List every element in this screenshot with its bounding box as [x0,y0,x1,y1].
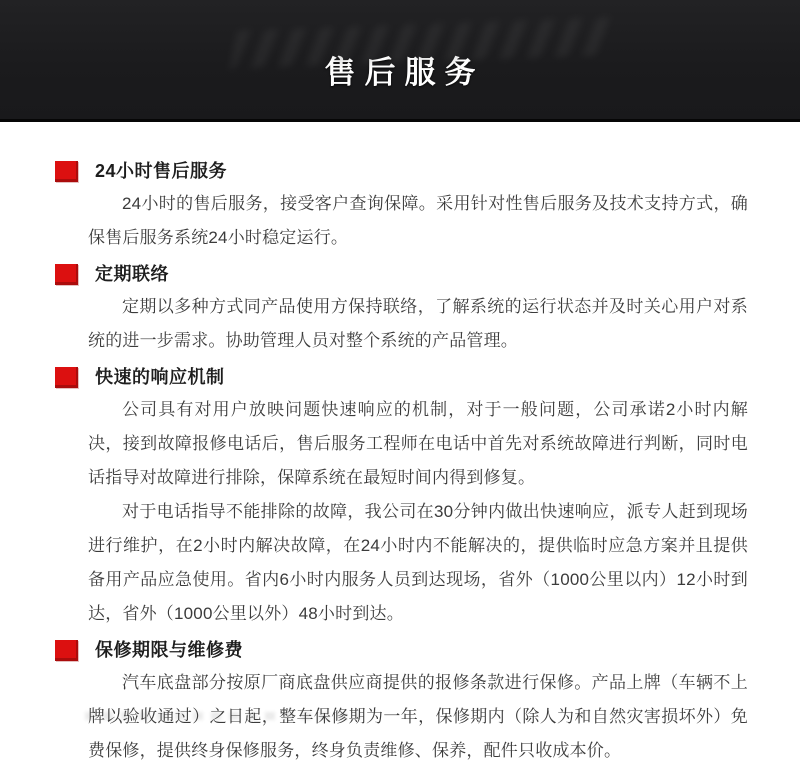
section-heading: 24小时售后服务 [95,161,228,181]
section-heading-row [55,365,748,389]
section-paragraph: 公司具有对用户放映问题快速响应的机制，对于一般问题，公司承诺2小时内解决，接到故障报修电话后，售后服务工程师在电话中首先对系统故障进行判断，同时电话指导对故障进行排除，保障系统在最短时间内得到修复。 [88,400,748,487]
service-section [55,365,748,631]
service-section [55,159,748,255]
section-list [55,159,748,768]
content [0,122,800,768]
page-title: 售后服务 [324,55,485,90]
section-heading: 保修期限与维修费 [95,640,243,660]
section-heading-row [55,159,748,183]
red-square-bullet [55,264,78,285]
service-section [55,262,748,358]
section-heading: 快速的响应机制 [95,367,225,387]
section-paragraph: 对于电话指导不能排除的故障，我公司在30分钟内做出快速响应，派专人赶到现场进行维护，在2小时内解决故障，在24小时内不能解决的，提供临时应急方案并且提供备用产品应急使用。省内6小时内服务人员到达现场，省外（1000公里以内）12小时到达，省外（1000公里以外）48小时到达。 [88,502,748,623]
section-paragraph: 24小时的售后服务，接受客户查询保障。采用针对性售后服务及技术支持方式，确保售后服务系统24小时稳定运行。 [88,194,748,247]
red-square-bullet [55,640,78,661]
page-header [0,0,800,122]
section-paragraph: 汽车底盘部分按原厂商底盘供应商提供的报修条款进行保修。产品上牌（车辆不上牌以验收通过）之日起，整车保修期为一年，保修期内（除人为和自然灾害损坏外）免费保修，提供终身保修服务，终身负责维修、保养，配件只收成本价。 [88,673,748,760]
section-paragraph: 定期以多种方式同产品使用方保持联络，了解系统的运行状态并及时关心用户对系统的进一步需求。协助管理人员对整个系统的产品管理。 [88,297,748,350]
section-heading: 定期联络 [95,264,169,284]
red-square-bullet [55,161,78,182]
red-square-bullet [55,367,78,388]
section-heading-row [55,638,748,662]
service-section [55,638,748,768]
section-heading-row [55,262,748,286]
